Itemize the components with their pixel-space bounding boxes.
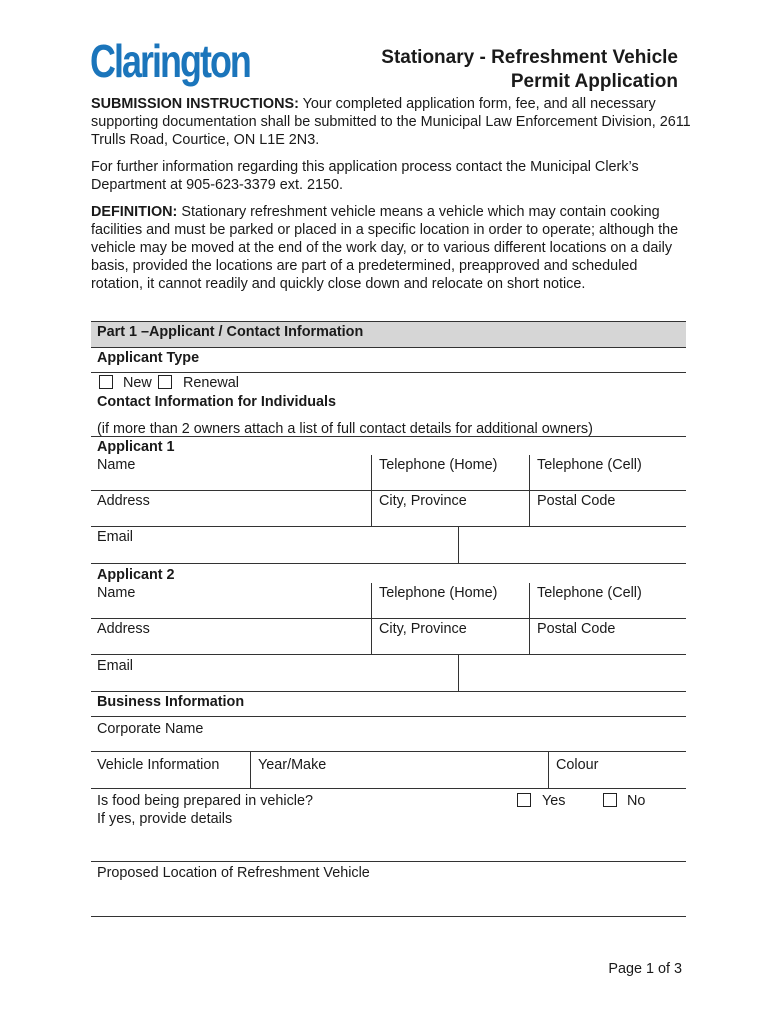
- applicant1-postal-field[interactable]: Postal Code: [537, 493, 616, 509]
- applicant1-city-field[interactable]: City, Province: [379, 493, 467, 509]
- applicant2-email-field[interactable]: Email: [97, 658, 133, 674]
- divider: [91, 526, 686, 527]
- divider: [458, 526, 459, 563]
- form-title-line1: Stationary - Refreshment Vehicle: [381, 47, 678, 68]
- divider: [91, 563, 686, 564]
- part1-header: Part 1 –Applicant / Contact Information: [97, 324, 364, 340]
- submission-instructions: [91, 95, 691, 149]
- definition-label: DEFINITION:: [91, 204, 178, 220]
- food-yes-checkbox[interactable]: [517, 793, 531, 807]
- business-info-heading: Business Information: [97, 694, 245, 710]
- renewal-checkbox[interactable]: [158, 375, 172, 389]
- submission-label: SUBMISSION INSTRUCTIONS:: [91, 96, 299, 112]
- year-make-field[interactable]: Year/Make: [258, 757, 327, 773]
- applicant1-name-field[interactable]: Name: [97, 457, 136, 473]
- food-yes-label: Yes: [542, 793, 566, 809]
- divider: [371, 583, 372, 654]
- corporate-name-field[interactable]: Corporate Name: [97, 721, 204, 737]
- applicant1-tel-cell-field[interactable]: Telephone (Cell): [537, 457, 642, 473]
- form-title-line2: Permit Application: [510, 71, 678, 92]
- applicant1-address-field[interactable]: Address: [97, 493, 150, 509]
- divider: [91, 788, 686, 789]
- divider: [91, 716, 686, 717]
- divider: [91, 490, 686, 491]
- applicant1-tel-home-field[interactable]: Telephone (Home): [379, 457, 498, 473]
- renewal-label: Renewal: [183, 375, 239, 391]
- submission-text: Your completed application form, fee, and all necessary supporting documentation shall be submitted to the Municipal Law Enforcement Division, 2611 Trulls Road, Courtice, ON L1E 2N3.: [91, 96, 691, 148]
- applicant2-address-field[interactable]: Address: [97, 621, 150, 637]
- food-question: Is food being prepared in vehicle?: [97, 793, 314, 809]
- owners-note: (if more than 2 owners attach a list of full contact details for additional owners): [97, 421, 593, 437]
- food-no-checkbox[interactable]: [603, 793, 617, 807]
- new-checkbox[interactable]: [99, 375, 113, 389]
- further-info: For further information regarding this application process contact the Municipal Clerk’s Department at 905-623-3379 ext. 2150.: [91, 159, 639, 193]
- divider: [91, 372, 686, 373]
- new-label: New: [123, 375, 152, 391]
- divider: [91, 861, 686, 862]
- applicant1-heading: Applicant 1: [97, 439, 175, 455]
- proposed-location-field[interactable]: Proposed Location of Refreshment Vehicle: [97, 865, 370, 881]
- divider: [371, 455, 372, 526]
- food-details-field[interactable]: If yes, provide details: [97, 811, 233, 827]
- divider: [91, 618, 686, 619]
- vehicle-info-label: Vehicle Information: [97, 757, 220, 773]
- clarington-logo: Clarington: [90, 35, 250, 87]
- form-title: [381, 46, 678, 94]
- applicant1-email-field[interactable]: Email: [97, 529, 133, 545]
- divider: [529, 455, 530, 526]
- divider: [91, 916, 686, 917]
- divider: [91, 654, 686, 655]
- page-number: Page 1 of 3: [608, 961, 682, 977]
- applicant2-postal-field[interactable]: Postal Code: [537, 621, 616, 637]
- applicant2-heading: Applicant 2: [97, 567, 175, 583]
- applicant2-name-field[interactable]: Name: [97, 585, 136, 601]
- applicant2-tel-home-field[interactable]: Telephone (Home): [379, 585, 498, 601]
- applicant-type-label: Applicant Type: [97, 350, 200, 366]
- divider: [548, 751, 549, 788]
- divider: [529, 583, 530, 654]
- divider: [91, 436, 686, 437]
- divider: [458, 654, 459, 691]
- divider: [91, 691, 686, 692]
- applicant2-city-field[interactable]: City, Province: [379, 621, 467, 637]
- definition: [91, 203, 691, 293]
- divider: [91, 751, 686, 752]
- contact-individuals-label: Contact Information for Individuals: [97, 394, 337, 410]
- food-no-label: No: [627, 793, 646, 809]
- definition-text: Stationary refreshment vehicle means a vehicle which may contain cooking facilities and must be parked or placed in a specific location in order to operate; although the vehicle may be moved at the end of the work day, or to various different locations on a daily basis, provided the locations are part of a predetermined, preapproved and scheduled rotation, it cannot readily and quickly close down and relocate on short notice.: [91, 204, 679, 292]
- applicant2-tel-cell-field[interactable]: Telephone (Cell): [537, 585, 642, 601]
- colour-field[interactable]: Colour: [556, 757, 599, 773]
- divider: [250, 751, 251, 788]
